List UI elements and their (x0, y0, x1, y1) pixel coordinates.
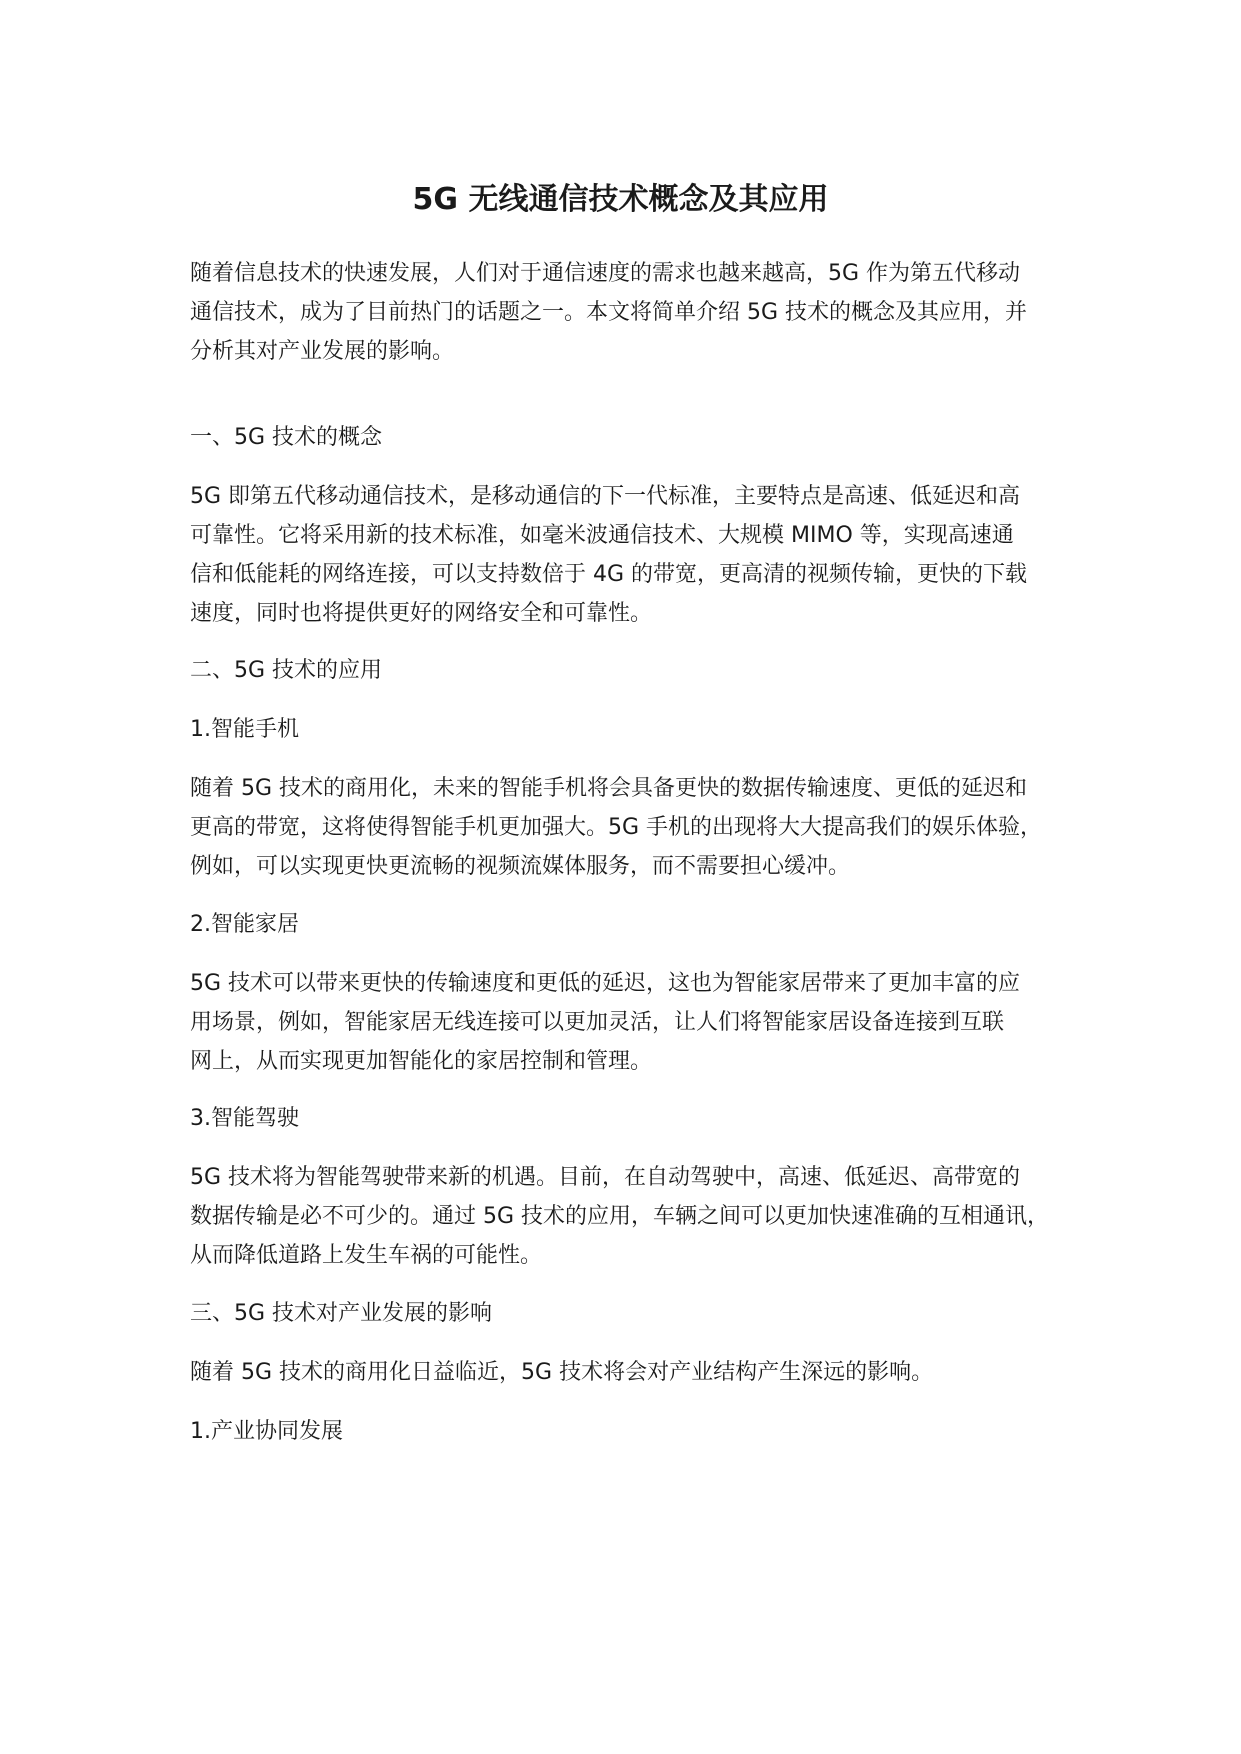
subheading-smartphone (190, 710, 1090, 749)
text-line: 数据传输是必不可少的。通过 5G 技术的应用，车辆之间可以更加快速准确的互相通讯， (190, 1204, 1050, 1229)
text-line: 随着 5G 技术的商用化，未来的智能手机将会具备更快的数据传输速度、更低的延迟和 (190, 776, 1028, 801)
text-line: 5G 即第五代移动通信技术，是移动通信的下一代标准，主要特点是高速、低延迟和高 (190, 484, 1021, 509)
text-line: 速度，同时也将提供更好的网络安全和可靠性。 (190, 601, 653, 626)
text-line: 例如，可以实现更快更流畅的视频流媒体服务，而不需要担心缓冲。 (190, 854, 851, 879)
text-line: 用场景，例如，智能家居无线连接可以更加灵活，让人们将智能家居设备连接到互联 (190, 1010, 1005, 1035)
text-line: 2.智能家居 (190, 912, 299, 937)
intro-paragraph (190, 254, 1090, 371)
text-line: 三、5G 技术对产业发展的影响 (190, 1301, 493, 1326)
text-line: 二、5G 技术的应用 (190, 658, 383, 683)
text-line: 更高的带宽，这将使得智能手机更加强大。5G 手机的出现将大大提高我们的娱乐体验， (190, 815, 1043, 840)
section-heading-3 (190, 1294, 1090, 1333)
text-line: 1.智能手机 (190, 717, 299, 742)
text-line: 从而降低道路上发生车祸的可能性。 (190, 1243, 543, 1268)
text-line: 可靠性。它将采用新的技术标准，如毫米波通信技术、大规模 MIMO 等，实现高速通 (190, 523, 1014, 548)
smart-driving-paragraph (190, 1158, 1090, 1275)
text-line: 5G 技术将为智能驾驶带来新的机遇。目前，在自动驾驶中，高速、低延迟、高带宽的 (190, 1165, 1021, 1190)
industry-paragraph (190, 1353, 1090, 1392)
concept-paragraph (190, 477, 1090, 633)
text-line: 分析其对产业发展的影响。 (190, 339, 455, 364)
text-line: 1.产业协同发展 (190, 1419, 343, 1444)
text-line: 随着信息技术的快速发展，人们对于通信速度的需求也越来越高，5G 作为第五代移动 (190, 261, 1021, 286)
document-title: 5G 无线通信技术概念及其应用 (412, 182, 829, 217)
text-line: 网上，从而实现更加智能化的家居控制和管理。 (190, 1049, 653, 1074)
text-line: 随着 5G 技术的商用化日益临近，5G 技术将会对产业结构产生深远的影响。 (190, 1360, 934, 1385)
text-line: 5G 技术可以带来更快的传输速度和更低的延迟，这也为智能家居带来了更加丰富的应 (190, 971, 1021, 996)
section-heading-1 (190, 418, 1090, 457)
smart-home-paragraph (190, 964, 1090, 1081)
text-line: 一、5G 技术的概念 (190, 425, 383, 450)
subheading-industry-collaboration (190, 1412, 1090, 1451)
smartphone-paragraph (190, 769, 1090, 886)
text-line: 信和低能耗的网络连接，可以支持数倍于 4G 的带宽，更高清的视频传输，更快的下载 (190, 562, 1028, 587)
subheading-smart-driving (190, 1099, 1090, 1138)
section-heading-2 (190, 651, 1090, 690)
subheading-smart-home (190, 905, 1090, 944)
text-line: 3.智能驾驶 (190, 1106, 299, 1131)
text-line: 通信技术，成为了目前热门的话题之一。本文将简单介绍 5G 技术的概念及其应用，并 (190, 300, 1028, 325)
